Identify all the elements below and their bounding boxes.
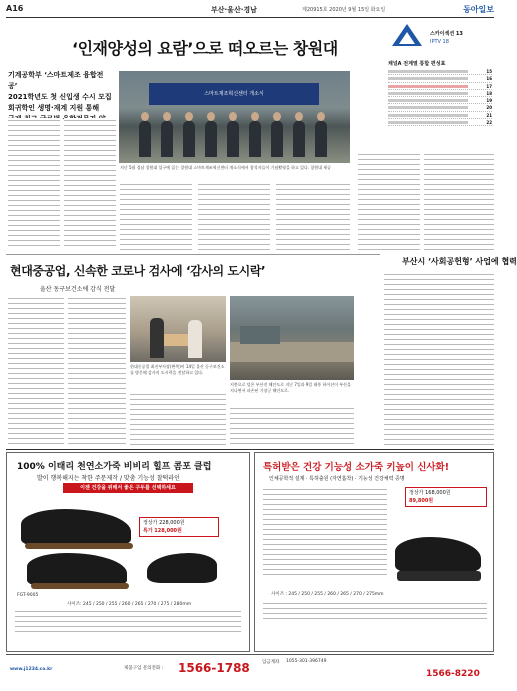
coastal-road-photo <box>230 296 354 380</box>
article-body-col3 <box>120 182 192 254</box>
ad-right-pricebox: 정상가 168,000원 89,800원 <box>405 487 487 507</box>
article3-headline: 부산시 ‘사회공헌형’ 사업에 협력 <box>402 257 517 266</box>
toc-row: 16 <box>388 75 492 82</box>
article2-body-col1 <box>8 296 64 446</box>
toc-row: 19 <box>388 97 492 104</box>
ad-divider <box>6 449 494 450</box>
person <box>249 121 261 157</box>
page-number: A16 <box>6 4 24 13</box>
person <box>205 121 217 157</box>
person <box>139 121 151 157</box>
shoe-image <box>147 553 217 583</box>
ad-left-title: 100% 이태리 천연소가죽 비비리 힐프 콤포 클럽 <box>17 462 212 472</box>
article2-headline: 현대중공업, 신속한 코로나 검사에 ‘감사의 도시락’ <box>10 264 266 278</box>
ad-right-phone: 1566-8220 <box>426 669 480 679</box>
shoe-ad-left <box>6 452 250 652</box>
ad-right-subtitle: 인체공학적 설계 · 특허출원 (자연흡착) · 기능성 건강체력 증명 <box>269 476 405 482</box>
coastal-photo-caption: 지붕으로 덮은 부산진 해안도로 지난 7일과 9일 태풍 하이선이 부산을 지나면서 파손된 기장군 해안도로. <box>230 382 351 393</box>
header-rule <box>6 17 494 18</box>
ad-right-sizes: 사이즈 : 245 / 250 / 255 / 260 / 265 / 270 / 275mm <box>271 592 384 597</box>
shoe-ad-right <box>254 452 494 652</box>
ad-left-copy <box>15 609 241 635</box>
person <box>315 121 327 157</box>
person <box>271 121 283 157</box>
person <box>227 121 239 157</box>
shoe-image <box>27 553 127 587</box>
toc-row: 18 <box>388 90 492 97</box>
ad-footer-strip <box>6 654 494 688</box>
brand-name: 동아일보 <box>463 5 494 14</box>
dateline: 제20915호 2020년 9월 15일 화요일 <box>302 7 386 13</box>
subhead-2: 2021학년도 첫 신입생 수시 모집 <box>8 93 112 101</box>
sidebar-section-label: 스카이섹션 13 <box>430 31 463 37</box>
toc-title: 채널A 전계열 통합 편성표 <box>388 61 446 67</box>
ad-right-copy <box>263 487 387 579</box>
article-body-col2 <box>64 118 116 246</box>
page-header <box>6 4 494 16</box>
article2-photo-caption: 현대중공업 최진부사장(왼쪽)이 14일 울산 동구보건소를 방문해 감사의 도시락을 전달하고 있다. <box>130 364 225 375</box>
article-body-col4 <box>198 182 270 254</box>
article2-body-col2 <box>68 296 126 446</box>
channel-a-logo <box>388 22 426 52</box>
toc-row: 15 <box>388 68 492 75</box>
ad-left-model: FGT-9005 <box>17 593 39 598</box>
subhead-1: 기계공학부 ‘스마트제조 융합전공’ <box>8 71 104 90</box>
subhead-3: 회귀학인 생명·재계 지원 통해 <box>8 104 100 112</box>
shoe-image <box>395 537 481 573</box>
article-body-col7 <box>424 152 494 252</box>
article-body-col5 <box>276 182 350 254</box>
ceremony-banner: 스마트제조혁신센터 개소식 <box>149 83 319 105</box>
article3-body <box>384 272 494 450</box>
ad-left-sizes: 사이즈: 245 / 250 / 255 / 260 / 265 / 270 / 275 / 280mm <box>67 602 192 607</box>
shoe-image <box>21 509 131 547</box>
article2-body-col4 <box>230 406 354 446</box>
section-title: 부산·울산·경남 <box>211 6 257 14</box>
ad-right-order: 1055-301-396749 <box>286 659 327 664</box>
person <box>293 121 305 157</box>
ad-right-footcopy <box>263 601 487 621</box>
divider <box>6 254 380 255</box>
article2-subhead: 울산 동구보건소에 감식 전달 <box>40 286 116 293</box>
toc-row: 22 <box>388 119 492 126</box>
sidebar-box <box>384 20 494 150</box>
toc-row: 20 <box>388 104 492 111</box>
sidebar-iptv-label: IPTV 18 <box>430 39 449 45</box>
person <box>161 121 173 157</box>
lunchbox-photo <box>130 296 226 362</box>
person <box>183 121 195 157</box>
ad-left-redbar: 이젠 건강을 위해서 좋은 구두를 선택하세요 <box>63 483 193 493</box>
ad-left-subtitle: 발이 행복해지는 착한 주문제작 / 맞춤 기능성 찰떡라인 <box>37 475 180 482</box>
ad-left-phone-label: 제품구입 문의전화 : <box>124 666 164 671</box>
table-of-contents <box>388 68 492 126</box>
main-photo-caption: 지난 5월 경남 창원대 입구에 있는 창원대 스마트제조혁신센터 개소식에서 참석자들이 기념촬영을 하고 있다. 창원대 제공 <box>120 165 331 170</box>
article-body-col1 <box>8 118 60 246</box>
ad-right-order-label: 입금계좌 <box>262 660 280 665</box>
toc-row: 21 <box>388 112 492 119</box>
toc-row: 17 <box>388 83 492 90</box>
ad-left-url: www.j1234.co.kr <box>10 667 53 672</box>
ad-right-title: 특허받은 건강 기능성 소가죽 키높이 신사화! <box>263 462 450 473</box>
ceremony-photo <box>119 71 350 163</box>
article-body-col6 <box>358 152 420 252</box>
ad-left-pricebox: 정상가 228,000원 특가 128,000원 <box>139 517 219 537</box>
article2-body-col3 <box>130 392 226 446</box>
main-headline: ‘인재양성의 요람’으로 떠오르는 창원대 <box>72 39 338 58</box>
ad-left-phone: 1566-1788 <box>178 661 250 675</box>
